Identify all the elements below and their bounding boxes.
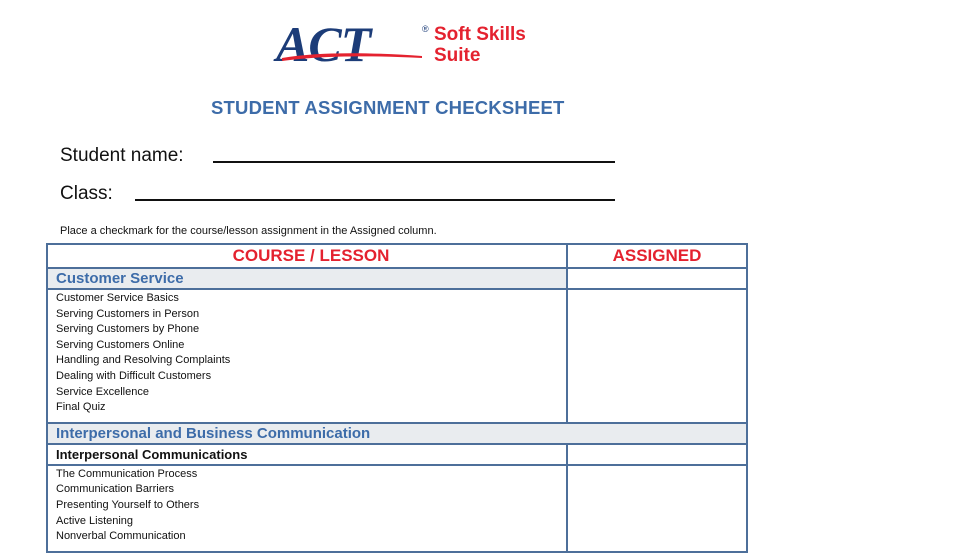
- lesson-item: Service Excellence: [56, 385, 149, 398]
- student-name-label: Student name:: [60, 145, 184, 166]
- instructions-text: Place a checkmark for the course/lesson assignment in the Assigned column.: [60, 225, 437, 237]
- assigned-checkbox-customer-service[interactable]: [567, 268, 747, 289]
- lesson-item: The Communication Process: [56, 467, 198, 480]
- lesson-list-customer-service: [47, 289, 567, 423]
- section-row-communication: [47, 423, 747, 444]
- class-field[interactable]: [135, 199, 615, 201]
- course-lesson-header: COURSE / LESSON: [47, 244, 567, 268]
- registered-mark: ®: [422, 24, 429, 34]
- lessons-row-customer-service: [47, 289, 747, 423]
- lesson-item: Serving Customers in Person: [56, 307, 200, 320]
- section-row-customer-service: [47, 268, 747, 289]
- student-name-field[interactable]: [213, 161, 615, 163]
- lesson-item: Dealing with Difficult Customers: [56, 369, 212, 382]
- assigned-cell-customer-service-lessons[interactable]: [567, 289, 747, 423]
- section-title-communication: Interpersonal and Business Communication: [47, 423, 747, 444]
- table-header-row: [47, 244, 747, 268]
- class-label: Class:: [60, 183, 113, 204]
- assigned-header: ASSIGNED: [567, 244, 747, 268]
- logo-swoosh-icon: [276, 50, 426, 64]
- logo-brand-text: [434, 24, 554, 66]
- lesson-list-interpersonal: [47, 465, 567, 552]
- lesson-item: Presenting Yourself to Others: [56, 498, 200, 511]
- assignment-table: [46, 243, 748, 553]
- lesson-item: Communication Barriers: [56, 483, 174, 496]
- lessons-row-interpersonal: [47, 465, 747, 552]
- act-logo-mark: ACT: [276, 16, 371, 72]
- lesson-item: Final Quiz: [56, 401, 106, 414]
- assigned-checkbox-interpersonal[interactable]: [567, 444, 747, 465]
- subcourse-title-interpersonal: Interpersonal Communications: [47, 444, 567, 465]
- lesson-item: Active Listening: [56, 514, 134, 527]
- assigned-cell-interpersonal-lessons[interactable]: [567, 465, 747, 552]
- page-title: STUDENT ASSIGNMENT CHECKSHEET: [211, 97, 565, 118]
- lesson-item: Customer Service Basics: [56, 292, 179, 304]
- lesson-item: Handling and Resolving Complaints: [56, 354, 231, 367]
- subcourse-row-interpersonal: [47, 444, 747, 465]
- lesson-item: Serving Customers by Phone: [56, 323, 200, 336]
- logo-brand-line-1: Soft Skills: [434, 24, 526, 45]
- section-title-customer-service: Customer Service: [47, 268, 567, 289]
- lesson-item: Nonverbal Communication: [56, 530, 186, 543]
- logo-brand-line-2: Suite: [434, 45, 481, 66]
- lesson-item: Serving Customers Online: [56, 338, 185, 351]
